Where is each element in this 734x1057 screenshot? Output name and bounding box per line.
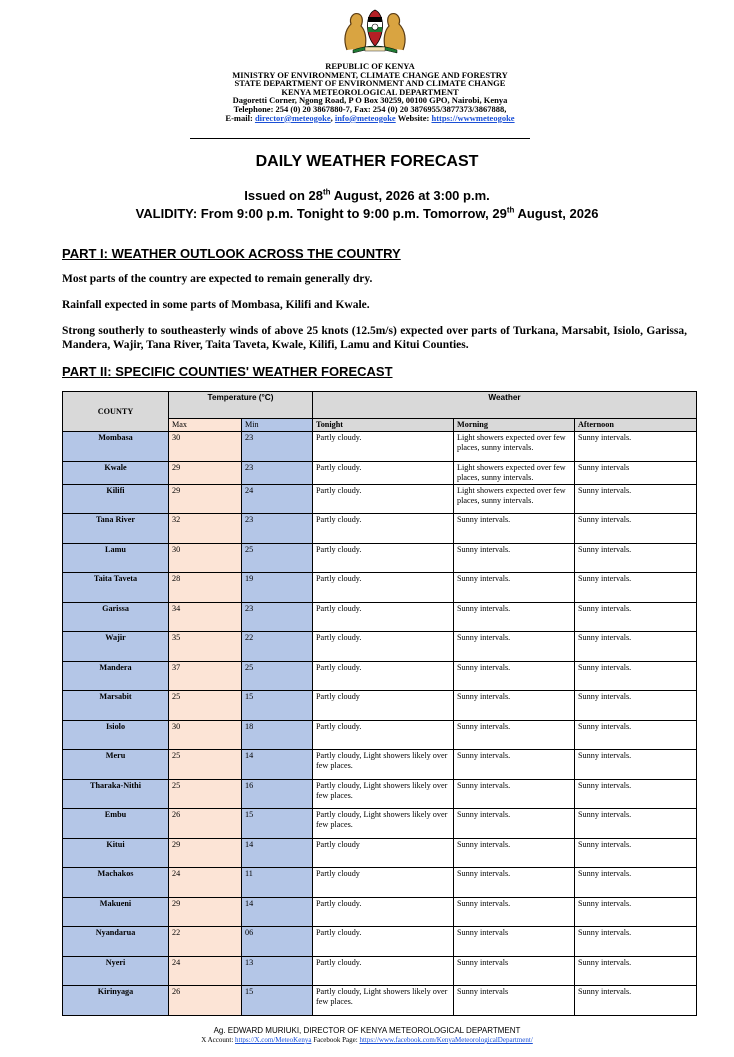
min-temp-cell: 15 [242,809,313,839]
max-temp-cell: 25 [169,780,242,809]
outlook-paragraph: Rainfall expected in some parts of Mombasa, Kilifi and Kwale. [62,299,370,311]
county-cell: Kilifi [63,485,169,514]
tonight-cell: Partly cloudy. [313,485,454,514]
morning-cell: Light showers expected over few places, sunny intervals. [454,485,575,514]
afternoon-cell: Sunny intervals. [575,839,697,868]
website-label: Website: [397,112,430,123]
county-cell: Lamu [63,544,169,573]
min-temp-cell: 14 [242,750,313,780]
email-link-director[interactable]: director@meteogoke [254,112,331,123]
outlook-paragraph: Most parts of the country are expected to remain generally dry. [62,273,373,285]
min-temp-cell: 16 [242,780,313,809]
county-cell: Nyandarua [63,927,169,957]
letterhead [150,62,590,122]
county-cell: Kitui [63,839,169,868]
table-row [63,868,697,898]
morning-cell: Sunny intervals. [454,780,575,809]
afternoon-cell: Sunny intervals. [575,514,697,544]
tonight-cell: Partly cloudy. [313,957,454,986]
min-temp-cell: 14 [242,839,313,868]
county-cell: Mombasa [63,432,169,462]
part1-heading: PART I: WEATHER OUTLOOK ACROSS THE COUNTRY [62,246,401,261]
validity-suffix: August, 2026 [514,206,599,221]
website-link[interactable]: https://wwwmeteogoke [431,112,515,123]
morning-cell: Sunny intervals. [454,662,575,691]
county-cell: Wajir [63,632,169,662]
morning-cell: Light showers expected over few places, sunny intervals. [454,432,575,462]
issued-sup: th [323,187,331,197]
table-row [63,839,697,868]
max-temp-cell: 34 [169,603,242,632]
afternoon-cell: Sunny intervals. [575,927,697,957]
tonight-cell: Partly cloudy. [313,462,454,485]
social-line [0,1036,734,1044]
issued-suffix: August, 2026 at 3:00 p.m. [330,188,490,203]
max-temp-cell: 30 [169,432,242,462]
tonight-cell: Partly cloudy [313,839,454,868]
afternoon-cell: Sunny intervals. [575,986,697,1016]
tonight-cell: Partly cloudy. [313,432,454,462]
validity-prefix: VALIDITY: From 9:00 p.m. Tonight to 9:00 p.m. Tomorrow, 29 [135,206,507,221]
county-cell: Makueni [63,898,169,927]
table-row [63,809,697,839]
table-row [63,691,697,721]
table-row [63,957,697,986]
telephone-line: Telephone: 254 (0) 20 3867880-7, Fax: 254 (0) 20 3876955/3877373/3867888, [233,103,507,114]
tonight-cell: Partly cloudy. [313,573,454,603]
table-row [63,986,697,1016]
county-cell: Nyeri [63,957,169,986]
max-temp-cell: 22 [169,927,242,957]
morning-cell: Sunny intervals. [454,632,575,662]
afternoon-cell: Sunny intervals [575,462,697,485]
min-temp-cell: 15 [242,691,313,721]
max-temp-cell: 30 [169,544,242,573]
table-row [63,898,697,927]
morning-cell: Sunny intervals. [454,544,575,573]
afternoon-cell: Sunny intervals. [575,809,697,839]
morning-cell: Sunny intervals. [454,691,575,721]
county-header: COUNTY [63,392,169,432]
morning-cell: Light showers expected over few places, sunny intervals. [454,462,575,485]
tonight-cell: Partly cloudy. [313,898,454,927]
county-cell: Kwale [63,462,169,485]
header-divider [190,138,530,139]
tonight-cell: Partly cloudy, Light showers likely over few places. [313,809,454,839]
county-cell: Meru [63,750,169,780]
morning-cell: Sunny intervals. [454,898,575,927]
morning-cell: Sunny intervals. [454,514,575,544]
morning-cell: Sunny intervals. [454,573,575,603]
min-temp-cell: 24 [242,485,313,514]
min-temp-cell: 19 [242,573,313,603]
table-row [63,780,697,809]
morning-cell: Sunny intervals [454,986,575,1016]
afternoon-cell: Sunny intervals. [575,957,697,986]
county-cell: Mandera [63,662,169,691]
max-temp-cell: 32 [169,514,242,544]
table-row [63,603,697,632]
table-row [63,462,697,485]
signatory: Ag. EDWARD MURIUKI, DIRECTOR OF KENYA METEOROLOGICAL DEPARTMENT [213,1026,521,1035]
county-cell: Garissa [63,603,169,632]
page-title: DAILY WEATHER FORECAST [255,153,479,170]
tonight-header: Tonight [313,419,454,432]
afternoon-header: Afternoon [575,419,697,432]
min-temp-cell: 14 [242,898,313,927]
afternoon-cell: Sunny intervals. [575,780,697,809]
validity-sup: th [506,205,515,215]
afternoon-cell: Sunny intervals. [575,750,697,780]
temperature-header: Temperature (°C) [169,392,313,419]
table-row [63,750,697,780]
address-line: Dagoretti Corner, Ngong Road, P O Box 30259, 00100 GPO, Nairobi, Kenya [232,95,508,106]
max-temp-cell: 30 [169,721,242,750]
min-temp-cell: 23 [242,603,313,632]
morning-cell: Sunny intervals. [454,721,575,750]
table-row [63,721,697,750]
weather-header: Weather [313,392,697,419]
min-temp-cell: 23 [242,432,313,462]
morning-header: Morning [454,419,575,432]
min-temp-cell: 23 [242,462,313,485]
tonight-cell: Partly cloudy. [313,544,454,573]
morning-cell: Sunny intervals. [454,603,575,632]
tonight-cell: Partly cloudy [313,868,454,898]
tonight-cell: Partly cloudy, Light showers likely over few places. [313,750,454,780]
min-temp-cell: 23 [242,514,313,544]
min-temp-cell: 13 [242,957,313,986]
min-temp-cell: 18 [242,721,313,750]
max-temp-cell: 24 [169,868,242,898]
afternoon-cell: Sunny intervals. [575,603,697,632]
county-cell: Isiolo [63,721,169,750]
tonight-cell: Partly cloudy [313,691,454,721]
signatory-line [0,1026,734,1035]
issued-prefix: Issued on 28 [244,188,323,203]
morning-cell: Sunny intervals. [454,868,575,898]
coat-of-arms-emblem [335,2,415,54]
table-row [63,632,697,662]
tonight-cell: Partly cloudy, Light showers likely over few places. [313,780,454,809]
facebook-link[interactable]: https://www.facebook.com/KenyaMeteorologicalDepartment/ [359,1036,533,1044]
afternoon-cell: Sunny intervals. [575,898,697,927]
tonight-cell: Partly cloudy. [313,927,454,957]
part2-heading: PART II: SPECIFIC COUNTIES' WEATHER FORECAST [62,364,393,379]
max-temp-cell: 29 [169,462,242,485]
max-temp-cell: 29 [169,898,242,927]
tonight-cell: Partly cloudy. [313,603,454,632]
x-account-label: X Account: [201,1036,234,1044]
table-row [63,485,697,514]
table-row [63,662,697,691]
max-temp-cell: 37 [169,662,242,691]
facebook-label: Facebook Page: [313,1036,358,1044]
table-row [63,573,697,603]
afternoon-cell: Sunny intervals. [575,485,697,514]
afternoon-cell: Sunny intervals. [575,662,697,691]
x-account-link[interactable]: https://X.com/MeteoKenya [235,1036,312,1044]
county-cell: Marsabit [63,691,169,721]
county-cell: Tharaka-Nithi [63,780,169,809]
max-temp-cell: 25 [169,750,242,780]
county-cell: Embu [63,809,169,839]
table-row [63,432,697,462]
outlook-paragraph: Strong southerly to southeasterly winds of above 25 knots (12.5m/s) expected over parts of Turkana, Marsabit, Isiolo, Garissa, Mandera, Wajir, Tana River, Taita Taveta, Kwale, Kilifi, Lamu and Kitui Counties. [62,325,687,351]
max-temp-cell: 35 [169,632,242,662]
min-temp-cell: 22 [242,632,313,662]
max-temp-cell: 25 [169,691,242,721]
max-temp-cell: 24 [169,957,242,986]
afternoon-cell: Sunny intervals. [575,632,697,662]
max-temp-cell: 26 [169,986,242,1016]
max-temp-cell: 28 [169,573,242,603]
county-forecast-table [62,391,697,1016]
table-row [63,514,697,544]
afternoon-cell: Sunny intervals. [575,721,697,750]
morning-cell: Sunny intervals. [454,750,575,780]
county-cell: Taita Taveta [63,573,169,603]
tonight-cell: Partly cloudy. [313,632,454,662]
county-cell: Kirinyaga [63,986,169,1016]
contact-line: E-mail: director@meteogoke, info@meteogoke Website: https://wwwmeteogoke [225,112,515,123]
min-temp-cell: 25 [242,544,313,573]
tonight-cell: Partly cloudy, Light showers likely over few places. [313,986,454,1016]
morning-cell: Sunny intervals [454,957,575,986]
afternoon-cell: Sunny intervals. [575,573,697,603]
afternoon-cell: Sunny intervals. [575,691,697,721]
afternoon-cell: Sunny intervals. [575,868,697,898]
min-temp-cell: 25 [242,662,313,691]
max-temp-cell: 29 [169,839,242,868]
afternoon-cell: Sunny intervals. [575,432,697,462]
morning-cell: Sunny intervals. [454,839,575,868]
max-temp-cell: 26 [169,809,242,839]
max-header: Max [169,419,242,432]
email-label: E-mail: [225,112,253,123]
morning-cell: Sunny intervals. [454,809,575,839]
min-temp-cell: 15 [242,986,313,1016]
min-temp-cell: 11 [242,868,313,898]
tonight-cell: Partly cloudy. [313,721,454,750]
afternoon-cell: Sunny intervals. [575,544,697,573]
county-cell: Tana River [63,514,169,544]
county-cell: Machakos [63,868,169,898]
republic-line: REPUBLIC OF KENYA [325,61,415,71]
ministry-line: MINISTRY OF ENVIRONMENT, CLIMATE CHANGE AND FORESTRY [232,69,508,80]
tonight-cell: Partly cloudy. [313,662,454,691]
email-link-info[interactable]: info@meteogoke [334,112,396,123]
tonight-cell: Partly cloudy. [313,514,454,544]
validity-line [0,206,734,221]
morning-cell: Sunny intervals [454,927,575,957]
department-line: KENYA METEOROLOGICAL DEPARTMENT [281,86,459,97]
min-temp-cell: 06 [242,927,313,957]
issued-line [0,188,734,203]
state-department-line: STATE DEPARTMENT OF ENVIRONMENT AND CLIMATE CHANGE [234,78,506,89]
table-row [63,927,697,957]
min-header: Min [242,419,313,432]
table-row [63,544,697,573]
max-temp-cell: 29 [169,485,242,514]
